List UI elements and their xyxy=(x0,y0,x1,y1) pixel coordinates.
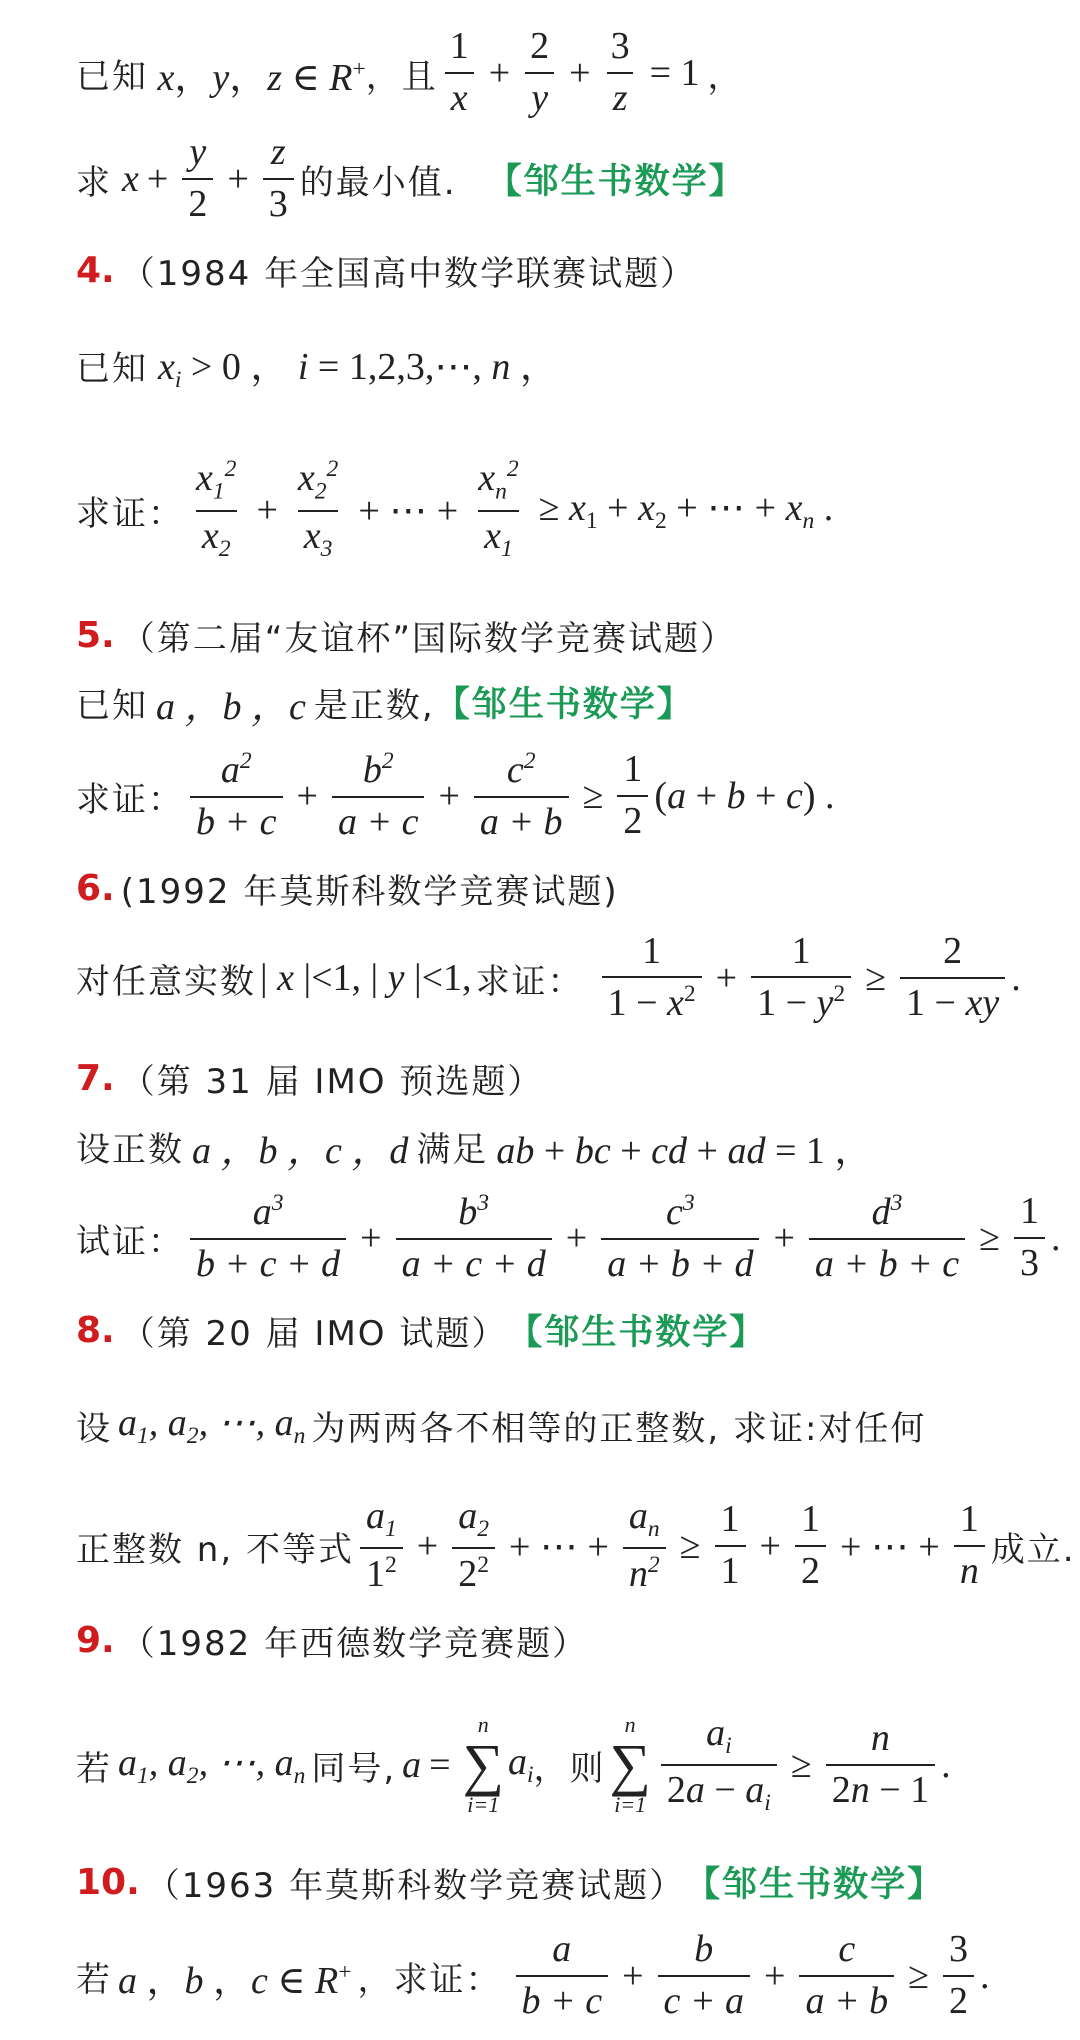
p3-and: ，且 xyxy=(365,56,438,97)
watermark-tag: 【邹生书数学】 xyxy=(507,1313,767,1353)
p8-line-1: 设 $a_1$, $a_2$, ⋯, $a_n$ 为两两各不相等的正整数, 求证:对任何 xyxy=(76,1401,927,1450)
p5-prove-line: 求证： $\frac{a^2}{b + c}$ + $\frac{b^2}{a + c}$ + $\frac{c^2}{a + b}$ ≥ $\frac{1}{2}$ (a + b + c) . xyxy=(76,747,835,843)
p8-source: （第 20 届 IMO 试题） xyxy=(120,1313,508,1354)
p8-line2-prefix: 正整数 n, 不等式 xyxy=(76,1529,354,1570)
p4-source: （1984 年全国高中数学联赛试题） xyxy=(120,253,697,294)
p3-ask-prefix: 求 xyxy=(76,162,112,203)
p10-formula-line: 若 a ，b ，c ∈ R+ ，求证： $\frac{a}{b + c}$ + $\frac{b}{c + a}$ + $\frac{c}{a + b}$ ≥ $\frac{3}{2}$ . xyxy=(76,1928,990,2022)
p10-source: （1963 年莫斯科数学竞赛试题） xyxy=(145,1865,686,1906)
p7-given-prefix: 设正数 xyxy=(76,1129,184,1170)
p5-given-suffix: 是正数, xyxy=(313,685,435,726)
p9-prefix: 若 xyxy=(76,1748,112,1789)
p7-header xyxy=(76,1048,1060,1108)
p8-line1-prefix: 设 xyxy=(76,1408,112,1449)
p4-header xyxy=(76,240,1060,300)
p7-given-line: 设正数 a ，b ，c ，d 满足 ab + bc + cd + ad = 1 ， xyxy=(76,1116,1060,1176)
p3-frac-y2: $\frac{y}{2}$ xyxy=(182,132,213,226)
p7-prove-prefix: 试证： xyxy=(76,1221,184,1262)
p6-prove-line: 对任意实数 | x |<1, | y |<1, 求证： $\frac{1}{1 - x^2}$ + $\frac{1}{1 - y^2}$ ≥ $\frac{2}{1 - xy}$ . xyxy=(76,929,1021,1025)
p7-given-mid: 满足 xyxy=(416,1129,489,1170)
p3-frac-z3: $\frac{z}{3}$ xyxy=(263,132,294,226)
p7-number: 7. xyxy=(76,1057,115,1099)
p9-number: 9. xyxy=(76,1619,115,1661)
p8-line1-suffix: 为两两各不相等的正整数, 求证:对任何 xyxy=(311,1408,927,1449)
p3-ask-suffix: 的最小值. xyxy=(299,162,457,203)
p3-given-line: 已知 x，y，z ∈ R+ ，且 $\frac{1}{x}$ + $\frac{2}{y}$ + $\frac{3}{z}$ = 1 ， xyxy=(76,25,744,119)
p3-ask-line: 求 x + $\frac{y}{2}$ + $\frac{z}{3}$ 的最小值. 【邹生书数学】 xyxy=(76,131,746,225)
p4-prove-prefix: 求证： xyxy=(76,493,184,534)
p3-vars: x，y，z ∈ R+ xyxy=(157,55,366,99)
p9-mid2: ，则 xyxy=(533,1748,606,1789)
p5-header xyxy=(76,605,1060,665)
p5-number: 5. xyxy=(76,614,115,656)
p8-line-2: 正整数 n, 不等式 $\frac{a_1}{1^2}$ + $\frac{a_2}{2^2}$ + ⋯ + $\frac{a_n}{n^2}$ ≥ $\frac{1}{1}$ + $\frac{1}{2}$ + ⋯ + $\frac{1}{n}$ 成立. xyxy=(76,1494,1076,1596)
p8-line2-suffix: 成立. xyxy=(990,1529,1076,1570)
p3-frac-2: $\frac{2}{y}$ xyxy=(524,26,555,120)
p3-frac-3: $\frac{3}{z}$ xyxy=(605,26,636,120)
p6-number: 6. xyxy=(76,867,115,909)
p10-number: 10. xyxy=(76,1861,140,1903)
p4-prove-line: 求证： $\frac{x_1^2}{x_2}$ + $\frac{x_2^2}{x_3}$ + ⋯ + $\frac{x_n^2}{x_1}$ ≥ $x_1 + x_2$ + ⋯ + $x_n$ . xyxy=(76,456,834,562)
p9-formula-line: 若 $a_1$, $a_2$, ⋯, $a_n$ 同号, a = n ∑ i=1 $a_i$ ，则 n ∑ i=1 $\frac{a_i}{2a - a_i}$ ≥ $\frac{n}{2n - 1}$ . xyxy=(76,1711,951,1817)
p6-prove-prefix: 求证： xyxy=(475,961,584,1002)
p10-prefix: 若 xyxy=(76,1959,112,2000)
p9-source: （1982 年西德数学竞赛题） xyxy=(120,1623,589,1664)
p5-prove-prefix: 求证： xyxy=(76,779,184,820)
p8-number: 8. xyxy=(76,1309,115,1351)
p6-source: (1992 年莫斯科数学竞赛试题) xyxy=(120,871,619,912)
p10-header xyxy=(76,1852,1060,1912)
p6-text-prefix: 对任意实数 xyxy=(76,961,256,1002)
p3-frac-1: $\frac{1}{x}$ xyxy=(444,26,475,120)
p7-prove-line: 试证： $\frac{a^3}{b + c + d}$ + $\frac{b^3}{a + c + d}$ + $\frac{c^3}{a + b + d}$ + $\frac{d^3}{a + b + c}$ ≥ $\frac{1}{3}$ . xyxy=(76,1189,1061,1285)
watermark-tag: 【邹生书数学】 xyxy=(685,1865,945,1905)
p4-number: 4. xyxy=(76,249,115,291)
p3-given-prefix: 已知 xyxy=(76,56,148,97)
p4-given-line: 已知 $x_i > 0$ ， i = 1,2,3,⋯, n ， xyxy=(76,330,1060,400)
p5-source: （第二届“友谊杯”国际数学竞赛试题） xyxy=(120,618,736,659)
p5-given-line: 已知 a ，b ，c 是正数, 【邹生书数学】 xyxy=(76,672,1060,732)
p9-mid1: 同号, xyxy=(311,1748,397,1789)
p9-header xyxy=(76,1610,1060,1670)
p10-prove-prefix: ，求证： xyxy=(357,1959,502,2000)
p3-comma: ， xyxy=(707,56,744,97)
p4-given-prefix: 已知 xyxy=(76,348,148,389)
watermark-tag: 【邹生书数学】 xyxy=(486,162,746,202)
p8-header xyxy=(76,1300,1060,1360)
p5-given-prefix: 已知 xyxy=(76,685,148,726)
p7-source: （第 31 届 IMO 预选题） xyxy=(120,1061,544,1102)
watermark-tag: 【邹生书数学】 xyxy=(434,685,694,725)
p6-header xyxy=(76,858,1060,918)
